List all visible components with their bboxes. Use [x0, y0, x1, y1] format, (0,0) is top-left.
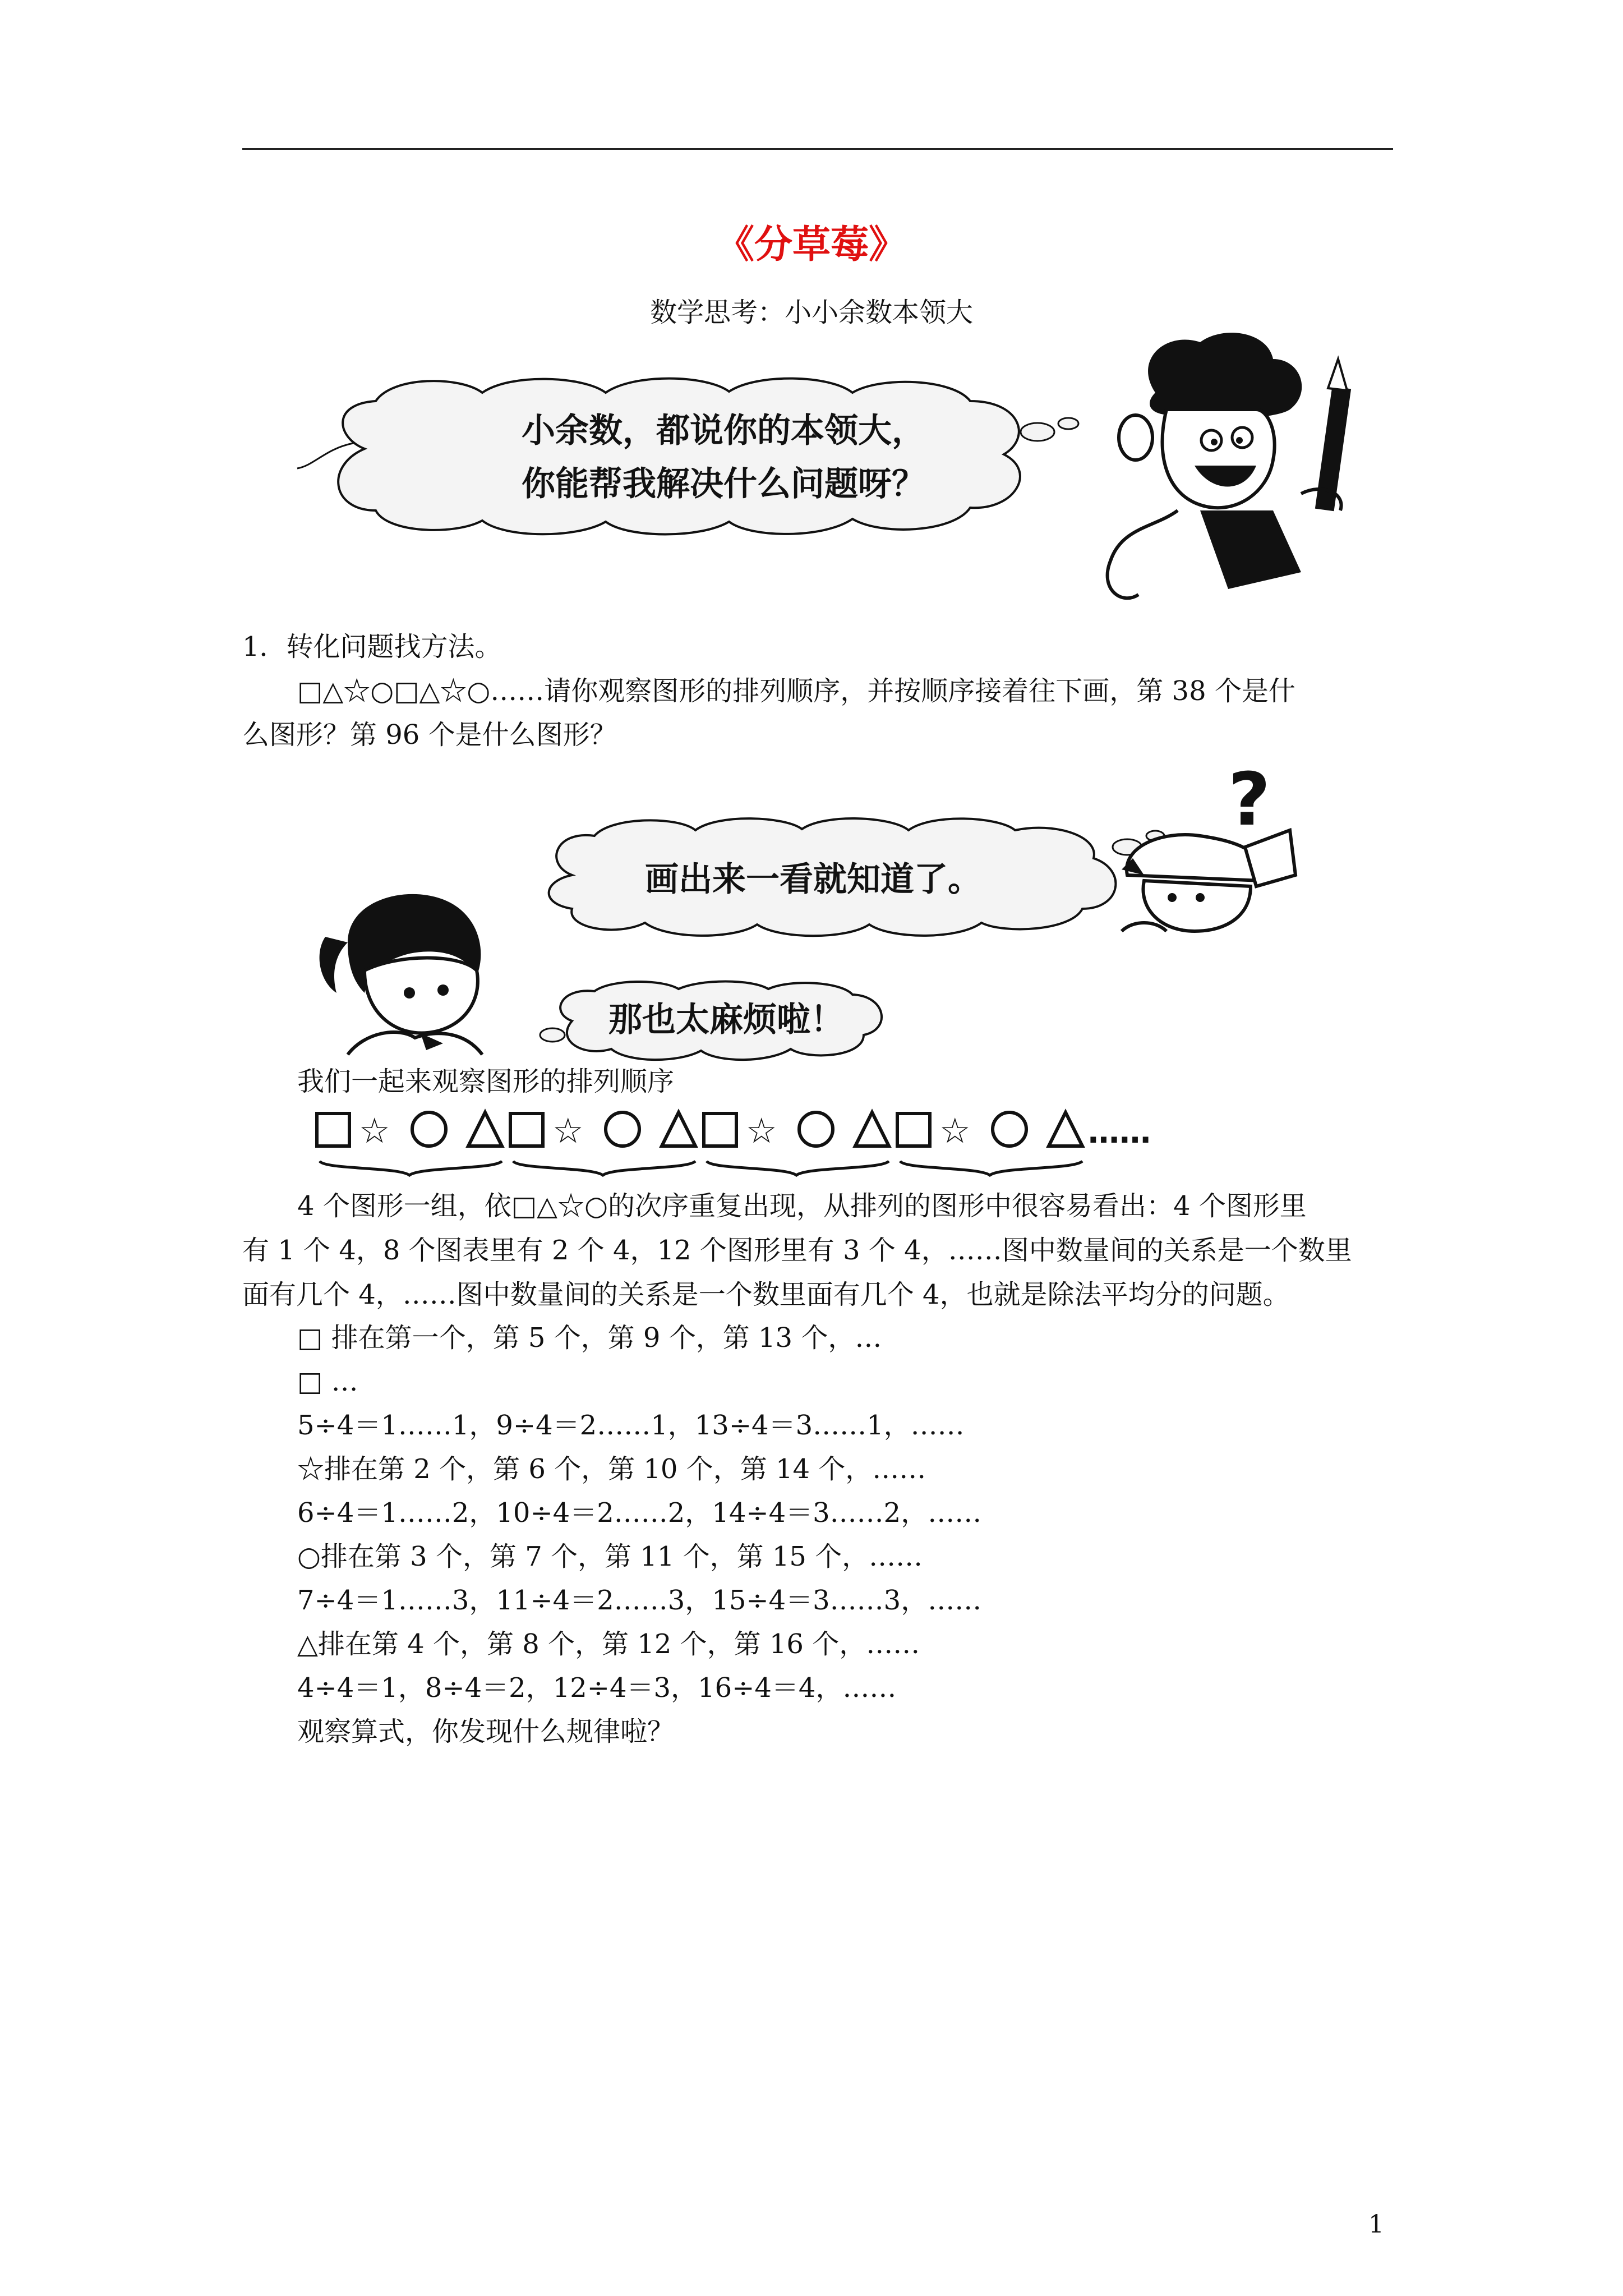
- star-shape: ☆: [552, 1110, 584, 1151]
- star-shape: ☆: [359, 1110, 390, 1151]
- square-shape: [897, 1114, 930, 1146]
- triangle-shape: [662, 1112, 695, 1146]
- girl-illustration: [314, 886, 516, 1055]
- svg-text:?: ?: [1228, 757, 1271, 842]
- square-shape: [510, 1114, 543, 1146]
- page-number: 1: [1368, 2210, 1384, 2239]
- list-line: □ 排在第一个，第 5 个，第 9 个，第 13 个，…: [297, 1322, 882, 1354]
- shape-group-2: [510, 1110, 695, 1175]
- shape-sequence: [314, 1108, 1234, 1186]
- page-subtitle: 数学思考：小小余数本领大: [649, 297, 973, 328]
- square-shape: [704, 1114, 736, 1146]
- triangle-shape: [468, 1112, 502, 1146]
- circle-shape: [606, 1112, 639, 1146]
- paragraph-line-1: 4 个图形一组，依□△☆○的次序重复出现，从排列的图形中很容易看出：4 个图形里: [297, 1190, 1307, 1222]
- bubble3-text: 那也太麻烦啦！: [608, 1000, 844, 1039]
- shape-group-4: [897, 1110, 1082, 1175]
- shape-group-1: [317, 1110, 502, 1175]
- bubble1-line1: 小余数，都说你的本领大，: [522, 411, 925, 450]
- list-line: ○排在第 3 个，第 7 个，第 11 个，第 15 个，……: [297, 1541, 923, 1572]
- paragraph-line-3: 面有几个 4，……图中数量间的关系是一个数里面有几个 4，也就是除法平均分的问题。: [242, 1279, 1290, 1310]
- square-shape: [317, 1114, 349, 1146]
- sequence-ellipsis: ……: [1088, 1114, 1151, 1151]
- page-title: 《分草莓》: [716, 222, 907, 267]
- boy-with-cap-illustration: [1110, 757, 1312, 948]
- circle-shape: [412, 1112, 446, 1146]
- paragraph-line-2: 有 1 个 4，8 个图表里有 2 个 4，12 个图形里有 3 个 4，……图中数量间的关系是一个数里: [242, 1235, 1352, 1266]
- circle-shape: [993, 1112, 1026, 1146]
- bubble2-text: 画出来一看就知道了。: [645, 860, 981, 899]
- section1-heading: 1．转化问题找方法。: [242, 631, 502, 662]
- star-shape: ☆: [746, 1110, 777, 1151]
- boy-with-pencil-illustration: [1088, 325, 1402, 617]
- list-line: 7÷4＝1……3，11÷4＝2……3，15÷4＝3……3，……: [297, 1585, 982, 1616]
- list-line: 4÷4＝1，8÷4＝2，12÷4＝3，16÷4＝4，……: [297, 1672, 897, 1704]
- triangle-shape: [1049, 1112, 1082, 1146]
- list-line: △排在第 4 个，第 8 个，第 12 个，第 16 个，……: [297, 1628, 920, 1660]
- list-line: 6÷4＝1……2，10÷4＝2……2，14÷4＝3……2，……: [297, 1497, 982, 1529]
- list-line: 观察算式，你发现什么规律啦？: [297, 1716, 675, 1747]
- shape-group-3: [704, 1110, 889, 1175]
- list-line: ☆排在第 2 个，第 6 个，第 10 个，第 14 个，……: [297, 1453, 926, 1485]
- list-line: □ …: [297, 1366, 358, 1397]
- header-rule: [242, 148, 1393, 150]
- question-line-2: 么图形？第 96 个是什么图形？: [242, 719, 617, 751]
- observe-label: 我们一起来观察图形的排列顺序: [297, 1066, 675, 1097]
- bubble1-line2: 你能帮我解决什么问题呀？: [522, 464, 925, 504]
- star-shape: ☆: [939, 1110, 971, 1151]
- triangle-shape: [855, 1112, 889, 1146]
- list-line: 5÷4＝1……1，9÷4＝2……1，13÷4＝3……1，……: [297, 1410, 965, 1441]
- circle-shape: [799, 1112, 833, 1146]
- question-line-1: □△☆○□△☆○……请你观察图形的排列顺序，并按顺序接着往下画，第 38 个是什: [297, 675, 1295, 707]
